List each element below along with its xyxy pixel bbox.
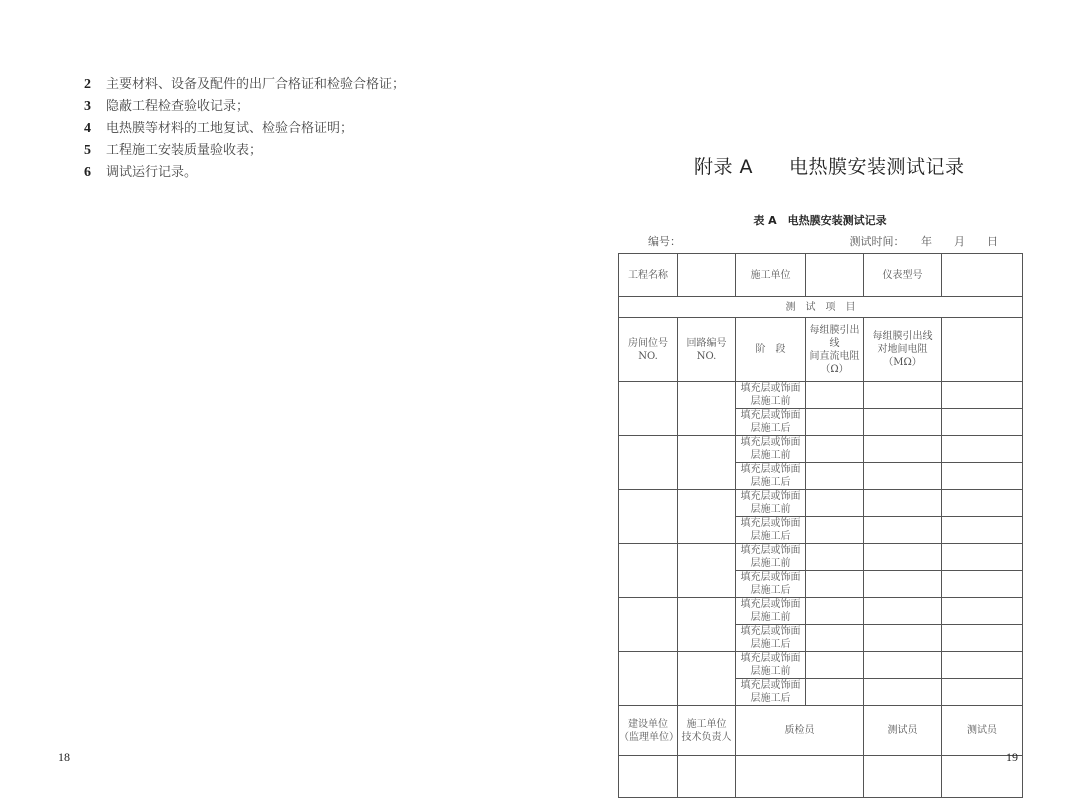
signature-cell: [678, 756, 736, 798]
stage-cell: 填充层或饰面层施工后: [736, 517, 806, 544]
value-cell: [942, 409, 1023, 436]
value-cell: [864, 571, 942, 598]
value-cell: [942, 436, 1023, 463]
value-cell: [942, 679, 1023, 706]
appendix-label: 附录 A: [694, 156, 754, 178]
table-row: [619, 318, 1023, 382]
circuit-cell: [678, 598, 736, 652]
stage-cell: 填充层或饰面层施工前: [736, 436, 806, 463]
tester-label: 测试员: [942, 706, 1023, 756]
table-caption: 表 A 电热膜安装测试记录: [753, 214, 887, 227]
value-cell: [942, 598, 1023, 625]
stage-header: 阶 段: [736, 318, 806, 382]
value-cell: [806, 571, 864, 598]
table-row: [619, 297, 1023, 318]
value-cell: [864, 544, 942, 571]
serial-number-label: 编号：: [648, 235, 681, 248]
list-item: [84, 118, 504, 140]
room-number-header: 房间位号 NO.: [619, 318, 678, 382]
value-cell: [942, 625, 1023, 652]
value-cell: [864, 517, 942, 544]
dc-resistance-header: 每组膜引出线 间直流电阻 （Ω）: [806, 318, 864, 382]
signature-cell: [864, 756, 942, 798]
circuit-cell: [678, 490, 736, 544]
appendix-title: 电热膜安装测试记录: [789, 156, 965, 178]
list-item-number: 5: [84, 143, 91, 158]
table-row: [619, 490, 1023, 517]
value-cell: [806, 517, 864, 544]
value-cell: [864, 463, 942, 490]
stage-cell: 填充层或饰面层施工后: [736, 463, 806, 490]
circuit-cell: [678, 652, 736, 706]
table-row: [619, 382, 1023, 409]
value-cell: [806, 463, 864, 490]
stage-cell: 填充层或饰面层施工后: [736, 625, 806, 652]
value-cell: [864, 652, 942, 679]
ground-resistance-header: 每组膜引出线 对地间电阻 （MΩ）: [864, 318, 942, 382]
construction-unit-label: 施工单位: [736, 254, 806, 297]
value-cell: [864, 490, 942, 517]
value-cell: [864, 625, 942, 652]
value-cell: [806, 436, 864, 463]
room-cell: [619, 436, 678, 490]
value-cell: [942, 382, 1023, 409]
list-item: [84, 96, 504, 118]
test-items-header: 测 试 项 目: [619, 297, 1023, 318]
value-cell: [942, 652, 1023, 679]
instrument-model-label: 仪表型号: [864, 254, 942, 297]
list-item-text: 调试运行记录。: [106, 165, 198, 180]
table-row: [619, 652, 1023, 679]
stage-cell: 填充层或饰面层施工前: [736, 382, 806, 409]
stage-cell: 填充层或饰面层施工后: [736, 679, 806, 706]
value-cell: [806, 625, 864, 652]
owner-signature-label: 建设单位 （监理单位）: [619, 706, 678, 756]
value-cell: [942, 544, 1023, 571]
stage-cell: 填充层或饰面层施工后: [736, 409, 806, 436]
list-item: [84, 140, 504, 162]
value-cell: [806, 544, 864, 571]
room-cell: [619, 382, 678, 436]
value-cell: [864, 598, 942, 625]
tester-label: 测试员: [864, 706, 942, 756]
circuit-cell: [678, 544, 736, 598]
stage-cell: 填充层或饰面层施工前: [736, 490, 806, 517]
table-row: [619, 598, 1023, 625]
list-item-number: 2: [84, 77, 91, 92]
table-row: [619, 706, 1023, 756]
list-item-number: 4: [84, 121, 91, 136]
project-name-value: [678, 254, 736, 297]
signature-cell: [736, 756, 864, 798]
list-item-text: 电热膜等材料的工地复试、检验合格证明；: [106, 121, 354, 136]
circuit-cell: [678, 436, 736, 490]
empty-header: [942, 318, 1023, 382]
construction-unit-value: [806, 254, 864, 297]
project-name-label: 工程名称: [619, 254, 678, 297]
list-item-text: 隐蔽工程检查验收记录；: [106, 99, 250, 114]
list-item-number: 3: [84, 99, 91, 114]
inspector-label: 质检员: [736, 706, 864, 756]
stage-cell: 填充层或饰面层施工前: [736, 598, 806, 625]
list-item-text: 工程施工安装质量验收表；: [106, 143, 263, 158]
list-item-text: 主要材料、设备及配件的出厂合格证和检验合格证；: [106, 77, 406, 92]
room-cell: [619, 544, 678, 598]
value-cell: [806, 382, 864, 409]
room-cell: [619, 598, 678, 652]
table-row: [619, 756, 1023, 798]
table-row: [619, 254, 1023, 297]
stage-cell: 填充层或饰面层施工前: [736, 544, 806, 571]
value-cell: [806, 652, 864, 679]
room-cell: [619, 490, 678, 544]
stage-cell: 填充层或饰面层施工后: [736, 571, 806, 598]
value-cell: [864, 679, 942, 706]
value-cell: [806, 490, 864, 517]
value-cell: [942, 463, 1023, 490]
room-cell: [619, 652, 678, 706]
stage-cell: 填充层或饰面层施工前: [736, 652, 806, 679]
value-cell: [864, 436, 942, 463]
contractor-signature-label: 施工单位 技术负责人: [678, 706, 736, 756]
instrument-model-value: [942, 254, 1023, 297]
value-cell: [942, 571, 1023, 598]
list-item-number: 6: [84, 165, 91, 180]
value-cell: [806, 409, 864, 436]
circuit-number-header: 回路编号 NO.: [678, 318, 736, 382]
list-item: [84, 162, 504, 184]
value-cell: [806, 679, 864, 706]
signature-cell: [619, 756, 678, 798]
appendix-heading: [694, 152, 965, 179]
requirements-list: [84, 74, 504, 184]
page-number-left: 18: [58, 750, 70, 764]
value-cell: [806, 598, 864, 625]
table-row: [619, 544, 1023, 571]
page-number-right: 19: [1006, 750, 1018, 764]
circuit-cell: [678, 382, 736, 436]
table-meta-line: [648, 233, 998, 247]
value-cell: [942, 490, 1023, 517]
table-row: [619, 436, 1023, 463]
test-record-table: [618, 253, 1023, 798]
list-item: [84, 74, 504, 96]
test-time-label: 测试时间： 年 月 日: [849, 235, 998, 248]
value-cell: [942, 517, 1023, 544]
value-cell: [864, 409, 942, 436]
value-cell: [864, 382, 942, 409]
